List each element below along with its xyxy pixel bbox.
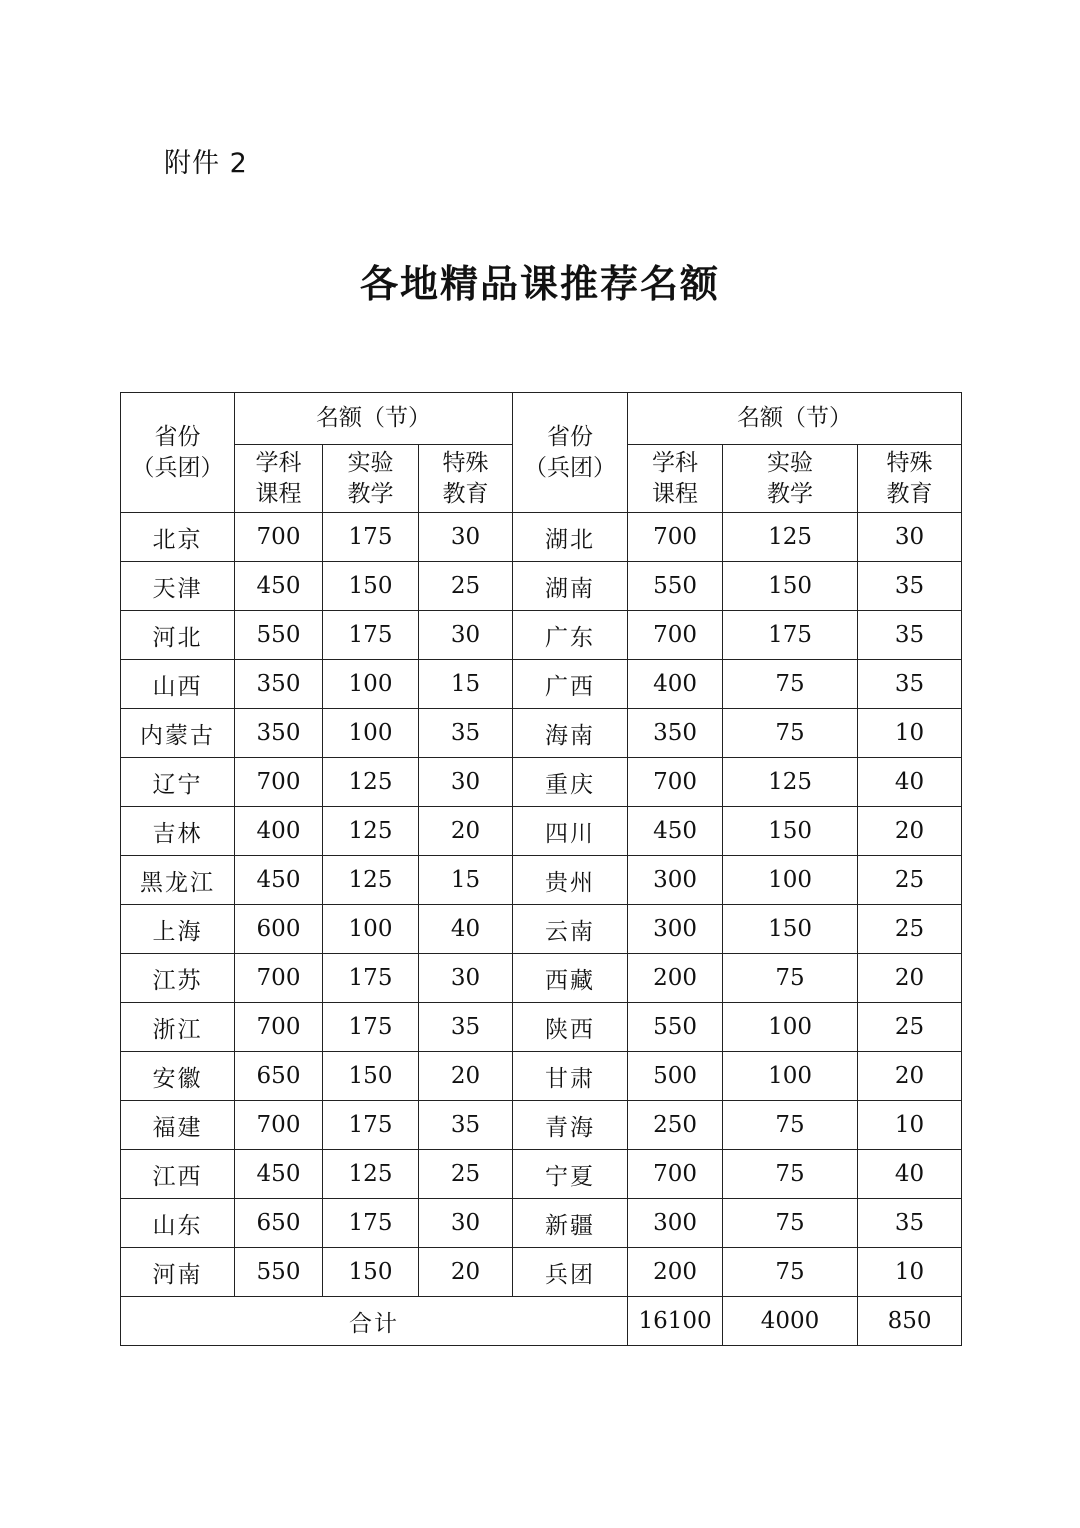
header-quota-right: 名额（节）: [628, 393, 962, 445]
left-province-cell: 山东: [121, 1199, 235, 1248]
total-row: [121, 1297, 962, 1346]
left-province-cell: 山西: [121, 660, 235, 709]
left-province-cell: 浙江: [121, 1003, 235, 1052]
left-province-cell: 辽宁: [121, 758, 235, 807]
right-special-cell: 35: [858, 660, 962, 709]
right-subject-cell: 300: [628, 1199, 723, 1248]
right-special-cell: 30: [858, 513, 962, 562]
right-special-cell: 35: [858, 611, 962, 660]
attachment-label: 附件 2: [164, 148, 248, 179]
right-province-cell: 广东: [513, 611, 628, 660]
right-subject-cell: 550: [628, 1003, 723, 1052]
quota-table: [120, 392, 962, 1346]
left-experiment-cell: 125: [323, 758, 419, 807]
left-special-cell: 30: [419, 513, 513, 562]
header-experiment-line2: 教学: [767, 480, 814, 507]
table-row: [121, 1199, 962, 1248]
left-special-cell: 35: [419, 709, 513, 758]
table-row: [121, 513, 962, 562]
left-province-cell: 北京: [121, 513, 235, 562]
right-experiment-cell: 75: [723, 1199, 858, 1248]
header-province-label: 省份: [547, 423, 594, 450]
header-province-left: [121, 393, 235, 513]
table-row: [121, 660, 962, 709]
header-special-left: [419, 445, 513, 513]
left-province-cell: 上海: [121, 905, 235, 954]
right-special-cell: 10: [858, 1248, 962, 1297]
right-province-cell: 兵团: [513, 1248, 628, 1297]
left-subject-cell: 550: [235, 611, 323, 660]
right-province-cell: 新疆: [513, 1199, 628, 1248]
right-experiment-cell: 150: [723, 562, 858, 611]
table-row: [121, 1150, 962, 1199]
right-experiment-cell: 125: [723, 758, 858, 807]
left-special-cell: 15: [419, 856, 513, 905]
left-province-cell: 河北: [121, 611, 235, 660]
table-row: [121, 1248, 962, 1297]
right-province-cell: 云南: [513, 905, 628, 954]
left-subject-cell: 650: [235, 1199, 323, 1248]
table-row: [121, 1003, 962, 1052]
right-subject-cell: 450: [628, 807, 723, 856]
header-row-1: [121, 393, 962, 445]
left-special-cell: 15: [419, 660, 513, 709]
table-row: [121, 1052, 962, 1101]
right-province-cell: 广西: [513, 660, 628, 709]
header-province-sub-label: （兵团）: [131, 454, 224, 481]
left-province-cell: 天津: [121, 562, 235, 611]
right-experiment-cell: 75: [723, 660, 858, 709]
left-subject-cell: 700: [235, 954, 323, 1003]
left-province-cell: 江西: [121, 1150, 235, 1199]
right-experiment-cell: 150: [723, 905, 858, 954]
header-subject-right: [628, 445, 723, 513]
right-subject-cell: 700: [628, 611, 723, 660]
header-experiment-line2: 教学: [347, 480, 394, 507]
header-experiment-left: [323, 445, 419, 513]
left-special-cell: 20: [419, 807, 513, 856]
left-subject-cell: 450: [235, 1150, 323, 1199]
left-experiment-cell: 175: [323, 611, 419, 660]
left-experiment-cell: 175: [323, 1003, 419, 1052]
right-special-cell: 20: [858, 1052, 962, 1101]
left-province-cell: 安徽: [121, 1052, 235, 1101]
left-subject-cell: 700: [235, 1101, 323, 1150]
header-special-right: [858, 445, 962, 513]
right-subject-cell: 200: [628, 954, 723, 1003]
left-special-cell: 40: [419, 905, 513, 954]
header-experiment-right: [723, 445, 858, 513]
right-province-cell: 甘肃: [513, 1052, 628, 1101]
right-province-cell: 四川: [513, 807, 628, 856]
right-special-cell: 25: [858, 1003, 962, 1052]
total-subject-cell: 16100: [628, 1297, 723, 1346]
header-subject-line1: 学科: [255, 449, 302, 476]
right-experiment-cell: 75: [723, 1150, 858, 1199]
total-label-cell: 合计: [121, 1297, 628, 1346]
left-experiment-cell: 175: [323, 1101, 419, 1150]
header-subject-left: [235, 445, 323, 513]
left-experiment-cell: 175: [323, 1199, 419, 1248]
header-quota-left: 名额（节）: [235, 393, 513, 445]
left-province-cell: 河南: [121, 1248, 235, 1297]
left-province-cell: 江苏: [121, 954, 235, 1003]
left-special-cell: 35: [419, 1101, 513, 1150]
right-province-cell: 青海: [513, 1101, 628, 1150]
right-subject-cell: 300: [628, 856, 723, 905]
left-subject-cell: 350: [235, 709, 323, 758]
left-special-cell: 35: [419, 1003, 513, 1052]
left-experiment-cell: 175: [323, 513, 419, 562]
left-subject-cell: 700: [235, 1003, 323, 1052]
right-subject-cell: 700: [628, 1150, 723, 1199]
right-province-cell: 湖南: [513, 562, 628, 611]
left-special-cell: 30: [419, 954, 513, 1003]
left-special-cell: 20: [419, 1052, 513, 1101]
right-province-cell: 宁夏: [513, 1150, 628, 1199]
right-experiment-cell: 75: [723, 709, 858, 758]
left-subject-cell: 700: [235, 513, 323, 562]
left-experiment-cell: 100: [323, 905, 419, 954]
left-subject-cell: 700: [235, 758, 323, 807]
right-subject-cell: 300: [628, 905, 723, 954]
left-subject-cell: 650: [235, 1052, 323, 1101]
right-experiment-cell: 175: [723, 611, 858, 660]
left-subject-cell: 350: [235, 660, 323, 709]
table-row: [121, 954, 962, 1003]
right-subject-cell: 700: [628, 758, 723, 807]
left-subject-cell: 400: [235, 807, 323, 856]
right-province-cell: 陕西: [513, 1003, 628, 1052]
right-experiment-cell: 125: [723, 513, 858, 562]
right-experiment-cell: 100: [723, 1003, 858, 1052]
right-special-cell: 40: [858, 1150, 962, 1199]
header-province-right: [513, 393, 628, 513]
table-row: [121, 709, 962, 758]
right-province-cell: 贵州: [513, 856, 628, 905]
left-experiment-cell: 175: [323, 954, 419, 1003]
header-experiment-line1: 实验: [767, 449, 814, 476]
right-subject-cell: 550: [628, 562, 723, 611]
left-subject-cell: 600: [235, 905, 323, 954]
right-experiment-cell: 100: [723, 1052, 858, 1101]
left-experiment-cell: 100: [323, 660, 419, 709]
header-subject-line2: 课程: [652, 480, 699, 507]
right-subject-cell: 500: [628, 1052, 723, 1101]
table-row: [121, 562, 962, 611]
right-special-cell: 40: [858, 758, 962, 807]
header-subject-line2: 课程: [255, 480, 302, 507]
right-special-cell: 20: [858, 807, 962, 856]
left-subject-cell: 450: [235, 856, 323, 905]
right-subject-cell: 700: [628, 513, 723, 562]
right-subject-cell: 250: [628, 1101, 723, 1150]
table-row: [121, 1101, 962, 1150]
right-subject-cell: 200: [628, 1248, 723, 1297]
header-province-label: 省份: [154, 423, 201, 450]
table-row: [121, 905, 962, 954]
table-row: [121, 611, 962, 660]
right-special-cell: 25: [858, 856, 962, 905]
right-province-cell: 重庆: [513, 758, 628, 807]
right-experiment-cell: 100: [723, 856, 858, 905]
right-experiment-cell: 75: [723, 954, 858, 1003]
table-row: [121, 807, 962, 856]
right-experiment-cell: 75: [723, 1248, 858, 1297]
header-province-sub-label: （兵团）: [524, 454, 617, 481]
page-title: 各地精品课推荐名额: [359, 261, 720, 306]
header-special-line1: 特殊: [442, 449, 489, 476]
left-special-cell: 30: [419, 611, 513, 660]
left-experiment-cell: 125: [323, 856, 419, 905]
table-row: [121, 758, 962, 807]
right-experiment-cell: 150: [723, 807, 858, 856]
right-experiment-cell: 75: [723, 1101, 858, 1150]
left-province-cell: 吉林: [121, 807, 235, 856]
right-subject-cell: 400: [628, 660, 723, 709]
right-subject-cell: 350: [628, 709, 723, 758]
left-experiment-cell: 125: [323, 807, 419, 856]
left-experiment-cell: 150: [323, 562, 419, 611]
header-special-line1: 特殊: [886, 449, 933, 476]
right-special-cell: 35: [858, 562, 962, 611]
left-special-cell: 25: [419, 1150, 513, 1199]
left-experiment-cell: 100: [323, 709, 419, 758]
left-special-cell: 25: [419, 562, 513, 611]
right-special-cell: 35: [858, 1199, 962, 1248]
header-experiment-line1: 实验: [347, 449, 394, 476]
right-special-cell: 10: [858, 709, 962, 758]
left-subject-cell: 450: [235, 562, 323, 611]
right-province-cell: 海南: [513, 709, 628, 758]
left-experiment-cell: 150: [323, 1052, 419, 1101]
header-special-line2: 教育: [442, 480, 489, 507]
header-special-line2: 教育: [886, 480, 933, 507]
left-province-cell: 黑龙江: [121, 856, 235, 905]
header-subject-line1: 学科: [652, 449, 699, 476]
table-row: [121, 856, 962, 905]
right-special-cell: 25: [858, 905, 962, 954]
right-province-cell: 湖北: [513, 513, 628, 562]
right-special-cell: 20: [858, 954, 962, 1003]
right-special-cell: 10: [858, 1101, 962, 1150]
total-experiment-cell: 4000: [723, 1297, 858, 1346]
left-experiment-cell: 150: [323, 1248, 419, 1297]
left-province-cell: 内蒙古: [121, 709, 235, 758]
left-special-cell: 30: [419, 1199, 513, 1248]
left-special-cell: 30: [419, 758, 513, 807]
left-special-cell: 20: [419, 1248, 513, 1297]
total-special-cell: 850: [858, 1297, 962, 1346]
left-subject-cell: 550: [235, 1248, 323, 1297]
left-province-cell: 福建: [121, 1101, 235, 1150]
right-province-cell: 西藏: [513, 954, 628, 1003]
left-experiment-cell: 125: [323, 1150, 419, 1199]
